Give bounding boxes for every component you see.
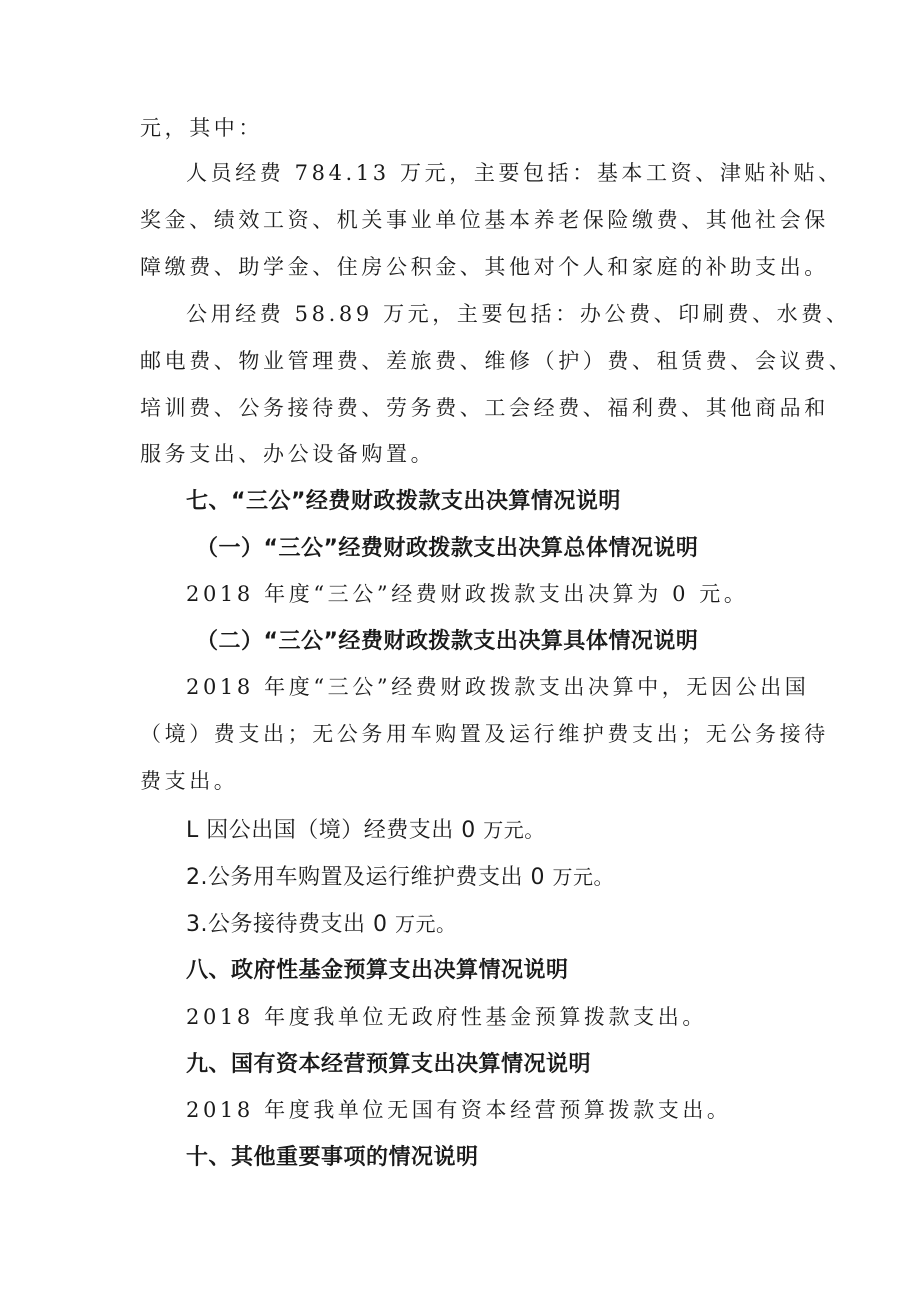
text-line: 人员经费 784.13 万元，主要包括：基本工资、津贴补贴、 — [186, 161, 843, 185]
text-line: 2018 年度我单位无政府性基金预算拨款支出。 — [186, 1005, 707, 1029]
list-item-unit: 万元。 — [483, 818, 545, 842]
list-item — [186, 860, 614, 891]
section-heading: 七、“三公”经费财政拨款支出决算情况说明 — [186, 489, 621, 514]
text-line: 培训费、公务接待费、劳务费、工会经费、福利费、其他商品和 — [140, 396, 829, 420]
text-line: 邮电费、物业管理费、差旅费、维修（护）费、租赁费、会议费、 — [140, 349, 854, 373]
text-line: 奖金、绩效工资、机关事业单位基本养老保险缴费、其他社会保 — [140, 208, 829, 232]
text-line: 费支出。 — [140, 769, 239, 793]
list-item — [186, 907, 456, 938]
text-line: 元，其中： — [140, 116, 263, 140]
text-line: 2018 年度“三公”经费财政拨款支出决算为 0 元。 — [186, 582, 749, 606]
list-item-label: 3.公务接待费支出 0 — [186, 912, 388, 937]
text-line: 2018 年度“三公”经费财政拨款支出决算中，无因公出国 — [186, 675, 810, 699]
section-heading: 九、国有资本经营预算支出决算情况说明 — [186, 1052, 592, 1077]
text-line: 公用经费 58.89 万元，主要包括：办公费、印刷费、水费、 — [186, 302, 851, 326]
subsection-heading: （一）“三公”经费财政拨款支出决算总体情况说明 — [196, 536, 699, 561]
text-line: 2018 年度我单位无国有资本经营预算拨款支出。 — [186, 1098, 732, 1122]
list-item-label: 2.公务用车购置及运行维护费支出 0 — [186, 865, 545, 890]
text-line: 服务支出、办公设备购置。 — [140, 442, 436, 466]
text-line: 障缴费、助学金、住房公积金、其他对个人和家庭的补助支出。 — [140, 255, 829, 279]
subsection-heading: （二）“三公”经费财政拨款支出决算具体情况说明 — [196, 629, 699, 654]
section-heading: 十、其他重要事项的情况说明 — [186, 1145, 479, 1170]
text-line: （境）费支出；无公务用车购置及运行维护费支出；无公务接待 — [140, 722, 829, 746]
list-item-unit: 万元。 — [394, 912, 457, 936]
list-item-label: L 因公出国（境）经费支出 0 — [186, 818, 476, 843]
list-item — [186, 813, 545, 844]
section-heading: 八、政府性基金预算支出决算情况说明 — [186, 958, 569, 983]
list-item-unit: 万元。 — [552, 865, 614, 889]
